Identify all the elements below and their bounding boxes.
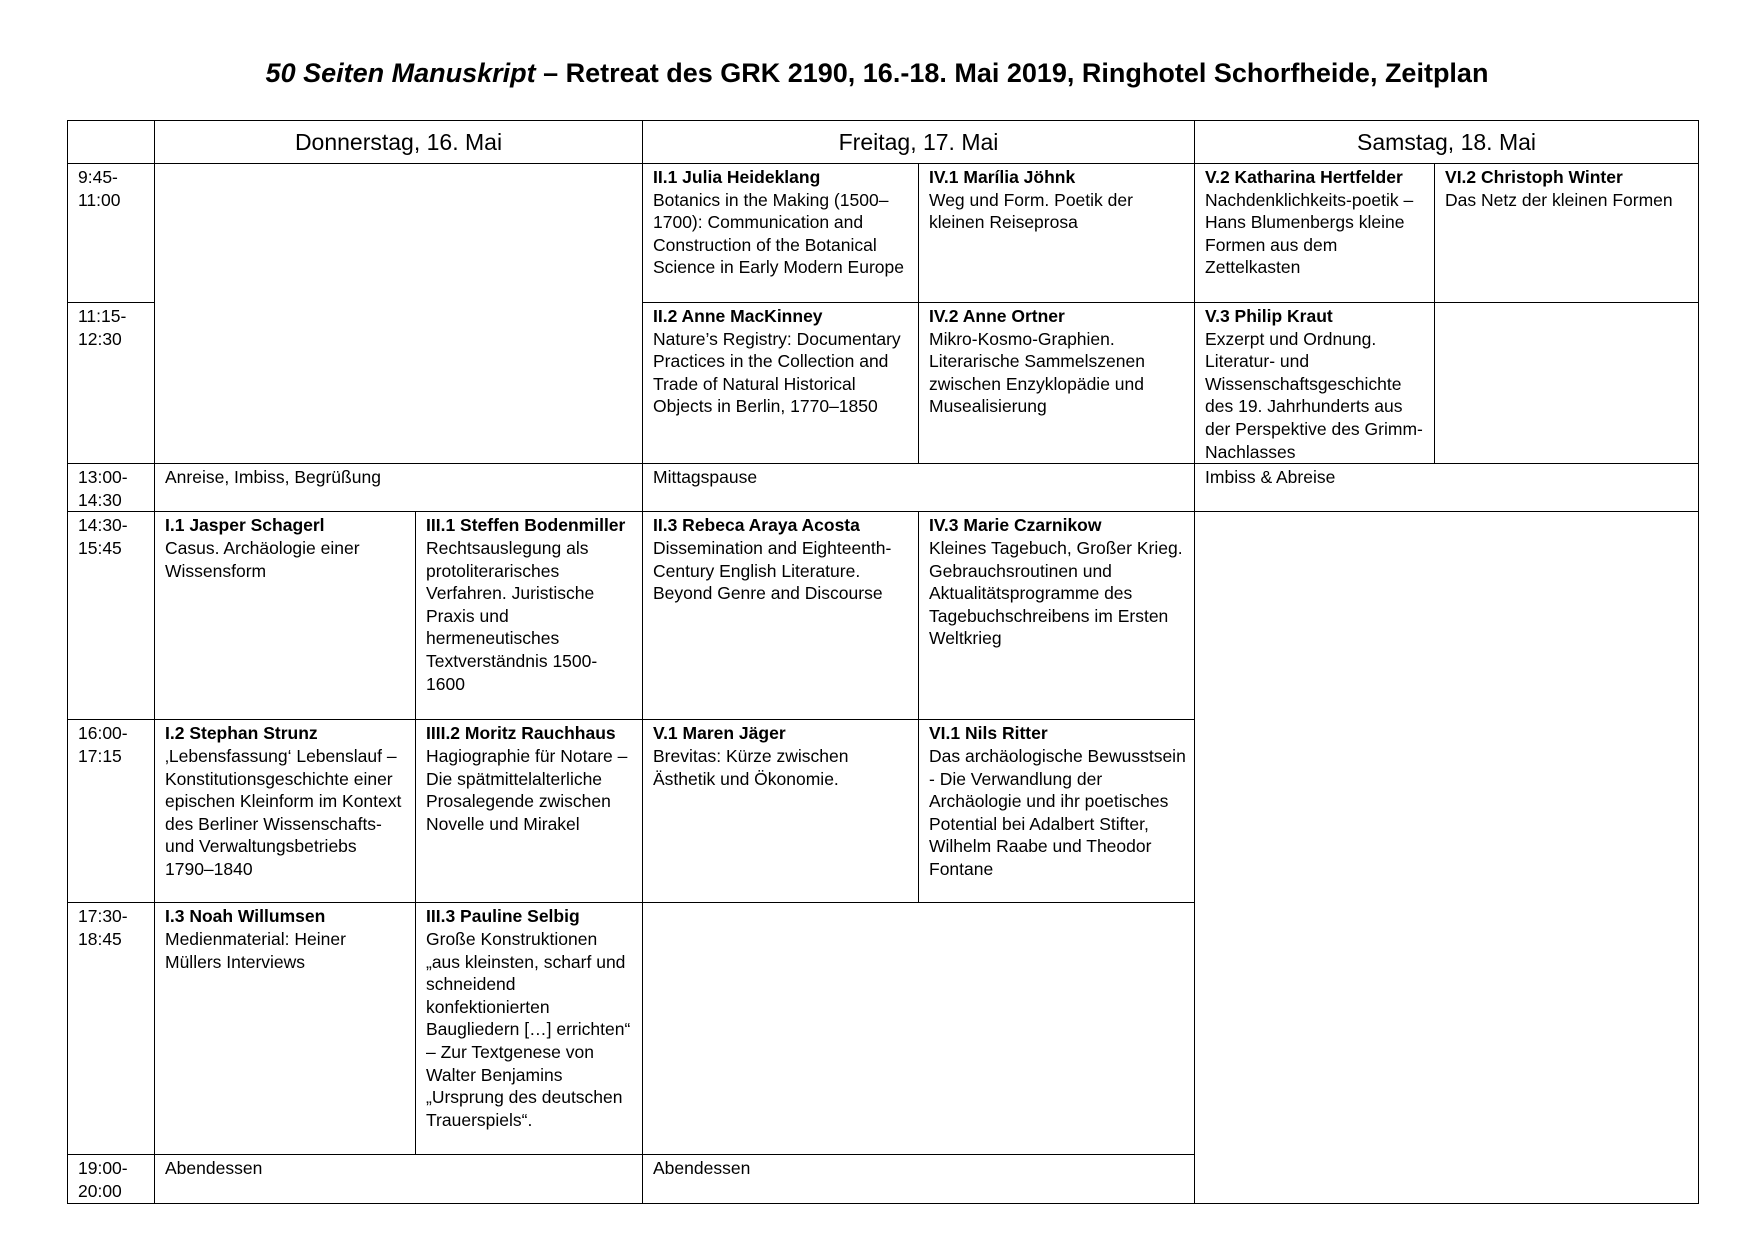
day-header-friday: Freitag, 17. Mai [643,121,1195,164]
session-cell [643,512,919,720]
session-title: Brevitas: Kürze zwischen Ästhetik und Ökonomie. [653,745,849,789]
session-title: Botanics in the Making (1500–1700): Communication and Construction of the Botanical Science in Early Modern Europe [653,189,904,278]
session-cell [155,903,416,1155]
event-label: Abendessen [653,1158,751,1179]
row-0945 [68,164,1699,303]
event-cell [1195,464,1699,512]
time-cell [68,512,155,720]
time-label: 19:00- 20:00 [78,1158,128,1201]
speaker: V.2 Katharina Hertfelder [1205,167,1403,187]
event-label: Abendessen [165,1158,263,1179]
session-cell [416,720,643,903]
session-title: Das archäologische Bewusstsein - Die Verwandlung der Archäologie und ihr poetisches Potential bei Adalbert Stifter, Wilhelm Raabe und Theodor Fontane [929,745,1186,879]
time-label: 16:00- 17:15 [78,723,128,766]
page-title [0,58,1754,89]
time-label: 9:45- 11:00 [78,167,121,210]
event-label: Mittagspause [653,467,758,488]
time-label: 14:30- 15:45 [78,515,128,558]
event-cell [155,464,643,512]
time-label: 11:15- 12:30 [78,306,127,349]
speaker: II.3 Rebeca Araya Acosta [653,515,860,536]
session-title: Große Konstruktionen „aus kleinsten, scharf und schneidend konfektionierten Baugliedern […] errichten“ – Zur Textgenese von Walter Benjamins „Ursprung des deutschen Trauerspiels“. [426,928,631,1130]
title-rest: – Retreat des GRK 2190, 16.-18. Mai 2019, Ringhotel Schorfheide, Zeitplan [535,58,1489,88]
time-cell [68,303,155,464]
session-title: ‚Lebensfassung‘ Lebenslauf – Konstitutionsgeschichte einer epischen Kleinform im Kontext des Berliner Wissenschafts- und Verwaltungsbetriebs 1790–1840 [165,745,402,879]
empty-cell [1435,303,1699,464]
session-title: Exzerpt und Ordnung. Literatur- und Wissenschaftsgeschichte des 19. Jahrhunderts aus der Perspektive des Grimm-Nachlasses [1205,328,1423,462]
event-label: Anreise, Imbiss, Begrüßung [165,467,381,488]
empty-cell [155,164,643,464]
title-italic: 50 Seiten Manuskript [265,58,536,88]
session-title: Nachdenklichkeits-poetik – Hans Blumenbergs kleine Formen aus dem Zettelkasten [1205,189,1414,278]
schedule-table [67,120,1699,1204]
session-cell [643,720,919,903]
session-cell [919,164,1195,303]
session-title: Mikro-Kosmo-Graphien. Literarische Sammelszenen zwischen Enzyklopädie und Musealisierung [929,328,1145,417]
event-label: Imbiss & Abreise [1205,467,1336,488]
header-empty-cell [68,121,155,164]
time-cell [68,720,155,903]
session-title: Das Netz der kleinen Formen [1445,189,1673,210]
session-cell [919,512,1195,720]
session-title: Nature’s Registry: Documentary Practices in the Collection and Trade of Natural Historical Objects in Berlin, 1770–1850 [653,328,901,417]
session-cell [919,303,1195,464]
speaker: II.2 Anne MacKinney [653,306,823,326]
speaker: IV.2 Anne Ortner [929,306,1065,326]
session-cell [155,512,416,720]
speaker: V.3 Philip Kraut [1205,306,1333,326]
speaker: I.1 Jasper Schagerl [165,515,325,536]
session-title: Rechtsauslegung als protoliterarisches Verfahren. Juristische Praxis und hermeneutisches Textverständnis 1500-1600 [426,537,598,694]
speaker: III.1 Steffen Bodenmiller [426,515,626,536]
session-cell [1195,303,1435,464]
day-header-saturday: Samstag, 18. Mai [1195,121,1699,164]
empty-cell [643,903,1195,1155]
speaker: VI.1 Nils Ritter [929,723,1048,744]
session-cell [155,720,416,903]
time-cell [68,164,155,303]
session-cell [1435,164,1699,303]
speaker: VI.2 Christoph Winter [1445,167,1623,187]
speaker: I.2 Stephan Strunz [165,723,318,744]
speaker: IV.3 Marie Czarnikow [929,515,1102,536]
time-label: 17:30- 18:45 [78,906,128,949]
session-title: Medienmaterial: Heiner Müllers Interviews [165,928,346,972]
session-cell [416,903,643,1155]
session-cell [919,720,1195,903]
speaker: IV.1 Marília Jöhnk [929,167,1076,187]
event-cell [643,1155,1195,1203]
row-1430 [68,512,1699,720]
time-cell [68,464,155,512]
session-cell [416,512,643,720]
event-cell [155,1155,643,1203]
session-title: Dissemination and Eighteenth-Century English Literature. Beyond Genre and Discourse [653,537,892,604]
speaker: V.1 Maren Jäger [653,723,786,744]
session-cell [643,303,919,464]
session-title: Weg und Form. Poetik der kleinen Reiseprosa [929,189,1133,233]
event-cell [643,464,1195,512]
time-label: 13:00- 14:30 [78,467,128,510]
session-cell [1195,164,1435,303]
speaker: II.1 Julia Heideklang [653,167,821,187]
empty-cell [1195,512,1699,1203]
time-cell [68,903,155,1155]
session-cell [643,164,919,303]
session-title: Casus. Archäologie einer Wissensform [165,537,360,581]
session-title: Hagiographie für Notare – Die spätmittelalterliche Prosalegende zwischen Novelle und Mirakel [426,745,628,834]
speaker: IIII.2 Moritz Rauchhaus [426,723,616,744]
row-1300 [68,464,1699,512]
session-title: Kleines Tagebuch, Großer Krieg. Gebrauchsroutinen und Aktualitätsprogramme des Tagebuchschreibens im Ersten Weltkrieg [929,537,1183,649]
speaker: I.3 Noah Willumsen [165,906,326,927]
day-header-thursday: Donnerstag, 16. Mai [155,121,643,164]
time-cell [68,1155,155,1203]
header-row [68,121,1699,164]
speaker: III.3 Pauline Selbig [426,906,580,927]
